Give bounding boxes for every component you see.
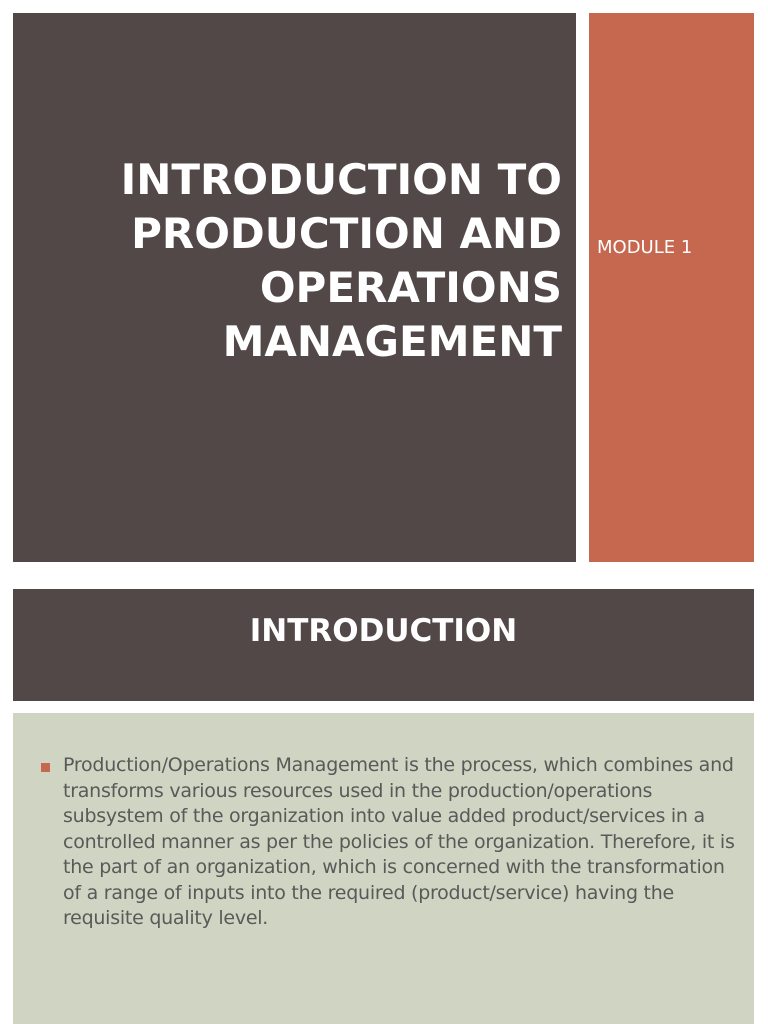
content-panel (13, 713, 754, 1024)
bullet-paragraph: Production/Operations Management is the process, which combines and transforms various resources used in the production/operations subsystem of the organization into value added product/services in a controlled manner as per the policies of the organization. Therefore, it is the part of an organization, which is concerned with the transformation of a range of inputs into the required (product/service) having the requisite quality level. (63, 754, 735, 929)
section-title-banner (13, 589, 754, 701)
slide-title: INTRODUCTION TO PRODUCTION AND OPERATIONS MANAGEMENT (120, 155, 562, 366)
title-slide-accent-panel (589, 13, 754, 562)
module-label: MODULE 1 (597, 237, 693, 258)
square-bullet-icon (41, 763, 50, 772)
section-title: INTRODUCTION (249, 613, 518, 649)
title-slide-dark-panel (13, 13, 576, 562)
